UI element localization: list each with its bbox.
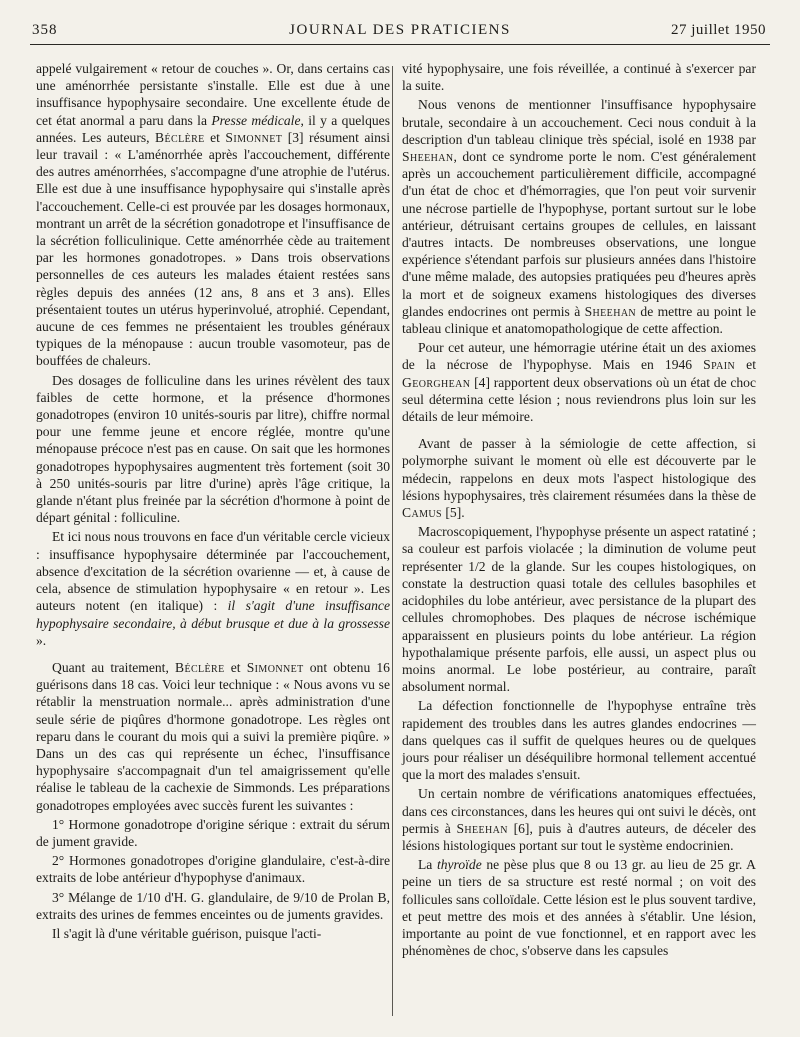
paragraph (402, 856, 756, 959)
paragraph (402, 96, 756, 337)
text-run: Et ici nous nous trouvons en face d'un véritable cercle vicieux : insuffisance hypophysaire déterminée par l'accouchement, absence d'excitation de la sécrétion ovarienne — et, à cause de cela, absence de stimulation hypophysaire « en retour ». Les auteurs notent (en italique) : (36, 529, 390, 614)
text-run: [4] rapportent deux observations où un état de choc seul détermina cette lésion ; nous reviendrons plus loin sur les détails de leur mémoire. (402, 374, 756, 425)
preparation-list (36, 816, 390, 923)
paragraph (402, 339, 756, 425)
paragraph: La défection fonctionnelle de l'hypophyse entraîne très rapidement des troubles dans les autres glandes endocrines — dans quelques cas il suffit de quelques heures ou de quelques jours pour réaliser un déséquilibre hormonal tellement accentué que la mort des malades s'ensuit. (402, 698, 756, 783)
paragraph (36, 60, 390, 370)
author-name: Béclère (155, 129, 205, 145)
paragraph (36, 528, 390, 648)
right-column (402, 60, 756, 961)
text-run: [6], puis à d'autres auteurs, de déceler des lésions histologiques portant sur tout le système endocrinien. (402, 820, 756, 853)
author-name: Simonnet (246, 659, 304, 675)
author-name: Spain (703, 357, 736, 373)
text-run: [5]. (441, 505, 465, 521)
text-run: appelé vulgairement « retour de couches ». Or, dans certains cas une aménorrhée persistante s'installe. Elle est due à une insuffisance hypophysaire secondaire. Une excellente étude de cet état anormal a paru dans la (36, 61, 390, 128)
journal-title: JOURNAL DES PRATICIENS (289, 22, 511, 38)
author-name: Sheehan (456, 820, 508, 836)
text-run: Pour cet auteur, une hémorragie utérine était un des axiomes de la nécrose de l'hypophyse. Mais en 1946 (402, 340, 756, 373)
paragraph: vité hypophysaire, une fois réveillée, a continué à s'exercer par la suite. (402, 61, 756, 94)
text-run: Avant de passer à la sémiologie de cette affection, si polymorphe suivant le moment où elle est découverte par le médecin, rappelons en deux mots l'aspect histologique des lésions hypophysaires, très clairement résumées dans la thèse de (402, 436, 756, 503)
paragraph: Des dosages de folliculine dans les urines révèlent des taux faibles de cette hormone, et la présence d'hormones gonadotropes (environ 10 unités-souris par litre), chiffre normal pour une femme jeune et encore réglée, montre qu'une ménopause précoce n'est pas en cause. On sait que les hormones gonadotropes hypophysaires augmentent très fortement (soit 30 à 250 unités-souris par litre d'urine) après l'âge critique, la glande n'étant plus freinée par la sécrétion d'hormone à point de départ génital : folliculine. (36, 372, 390, 526)
italic-text: thyroïde (436, 857, 482, 873)
text-run: et (735, 357, 756, 373)
paragraph: Macroscopiquement, l'hypophyse présente un aspect ratatiné ; sa couleur est parfois violacée ; la diminution de volume peut représenter 1/2 de la glande. Sur les coupes histologiques, on constate la destruction quasi totale des cellules basophiles et acidophiles du lobe antérieur, avec persistance de la plupart des cellules chromophobes. Des plaques de nécrose ischémique apparaissent en plusieurs points du lobe antérieur. La région hypothalamique présente parfois, elle aussi, un aspect plus ou moins anormal. Le lobe postérieur, au contraire, paraît absolument normal. (402, 524, 756, 695)
text-run: Nous venons de mentionner l'insuffisance hypophysaire brutale, secondaire à un accouchement. Ceci nous conduit à la description d'un tableau clinique très spécial, isolé en 1938 par (402, 97, 756, 147)
author-name: Béclère (174, 659, 225, 675)
left-column (36, 60, 390, 944)
running-header (30, 20, 770, 45)
paragraph: Il s'agit là d'une véritable guérison, puisque l'acti- (52, 925, 322, 941)
text-run: de mettre au point le tableau clinique et anatomopathologique de cette affection. (402, 303, 756, 337)
italic-text: il s'agit d'une insuffisance hypophysaire secondaire, à début brusque et due à la grossesse (36, 598, 390, 631)
text-run: La (418, 857, 437, 873)
text-run: ont obtenu 16 guérisons dans 18 cas. Voici leur technique : « Nous avons vu se rétablir la menstruation normale... après administration d'une seule série de piqûres d'hormone gonadotrope. Les règles ont reparu dans le courant du mois qui a suivi la première piqûre. » Dans un des cas qui représente un échec, l'insuffisance hypophysaire s'accompagnait d'un tel amaigrissement qu'elle réalise le tableau de la cachexie de Simmonds. Les préparations gonadotropes employées avec succès furent les suivantes : (36, 659, 390, 813)
author-name: Sheehan (402, 149, 454, 165)
text-run: ». (36, 632, 47, 648)
text-run: ne pèse plus que 8 ou 13 gr. au lieu de 25 gr. A peine un tiers de sa structure est resté normal ; on voit des follicules sans colloïdale. Cette lésion est le plus souvent tardive, et peut mettre des mois et des années à s'établir. Une lésion, importante au point de vue fonctionnel, et en rapport avec les phénomènes de choc, s'observe dans les capsules (402, 857, 756, 959)
text-run: , il y a quelques années. Les auteurs, (36, 112, 390, 145)
column-divider (392, 66, 393, 1016)
page-number: 358 (32, 22, 58, 38)
issue-date: 27 juillet 1950 (671, 22, 766, 38)
paragraph (36, 659, 390, 814)
author-name: Camus (402, 505, 442, 521)
text-run: [3] résument ainsi leur travail : « L'aménorrhée après l'accouchement, différente des autres aménorrhées, s'accompagne d'une atrophie de l'utérus. Elle est due à une insuffisance hypophysaire qui s'installe après l'accouchement. Celle-ci est prouvée par les dosages hormonaux, montrant un arrêt de la sécrétion gonadotrope et l'insuffisance de la sécrétion folliculinique. Cette aménorrhée cède au traitement par les hormones gonadotropes. » Dans trois observations personnelles de ces auteurs les malades étaient restées sans règles depuis des années (12 ans, 8 ans et 3 ans). Elles présentaient toutes un utérus hyperinvolué, atrophié. Cependant, aucune de ces femmes ne présentaient les troubles généraux typiques de la ménopause : aucun trouble vasomoteur, pas de bouffées de chaleurs. (36, 129, 390, 369)
author-name: Sheehan (584, 303, 637, 319)
text-run: Un certain nombre de vérifications anatomiques effectuées, dans ces circonstances, dans les heures qui ont suivi le décès, ont permis à (402, 786, 756, 836)
list-item: 1° Hormone gonadotrope d'origine sérique : extrait du sérum de jument gravide. (36, 816, 390, 849)
list-item: 3° Mélange de 1/10 d'H. G. glandulaire, de 9/10 de Prolan B, extraits des urines de femmes enceintes ou de juments gravides. (36, 889, 390, 922)
author-name: Georghean (402, 374, 471, 390)
text-run: et (224, 659, 247, 675)
list-item: 2° Hormones gonadotropes d'origine glandulaire, c'est-à-dire extraits de lobe antérieur d'hypophyse d'animaux. (36, 853, 390, 886)
paragraph (402, 785, 756, 854)
paragraph (402, 435, 756, 521)
author-name: Simonnet (225, 129, 283, 145)
text-run: Quant au traitement, (52, 659, 175, 675)
italic-text: Presse médicale (211, 112, 301, 128)
text-run: et (204, 129, 226, 145)
text-run: , dont ce syndrome porte le nom. C'est généralement après un accouchement particulièrement difficile, accompagné d'un état de choc et d'hémorragies, que l'on peut voir survenir une nécrose partielle de l'hypophyse, portant surtout sur le lobe antérieur, détruisant certains groupes de cellules, en laissant d'autres intacts. De nombreuses observations, une longue expérience s'étendant parfois sur plusieurs années dans l'histoire d'une même malade, des autopsies pratiquées peu d'heures après la mort et de soigneux examens histologiques des diverses glandes endocrines ont permis à (402, 149, 756, 319)
